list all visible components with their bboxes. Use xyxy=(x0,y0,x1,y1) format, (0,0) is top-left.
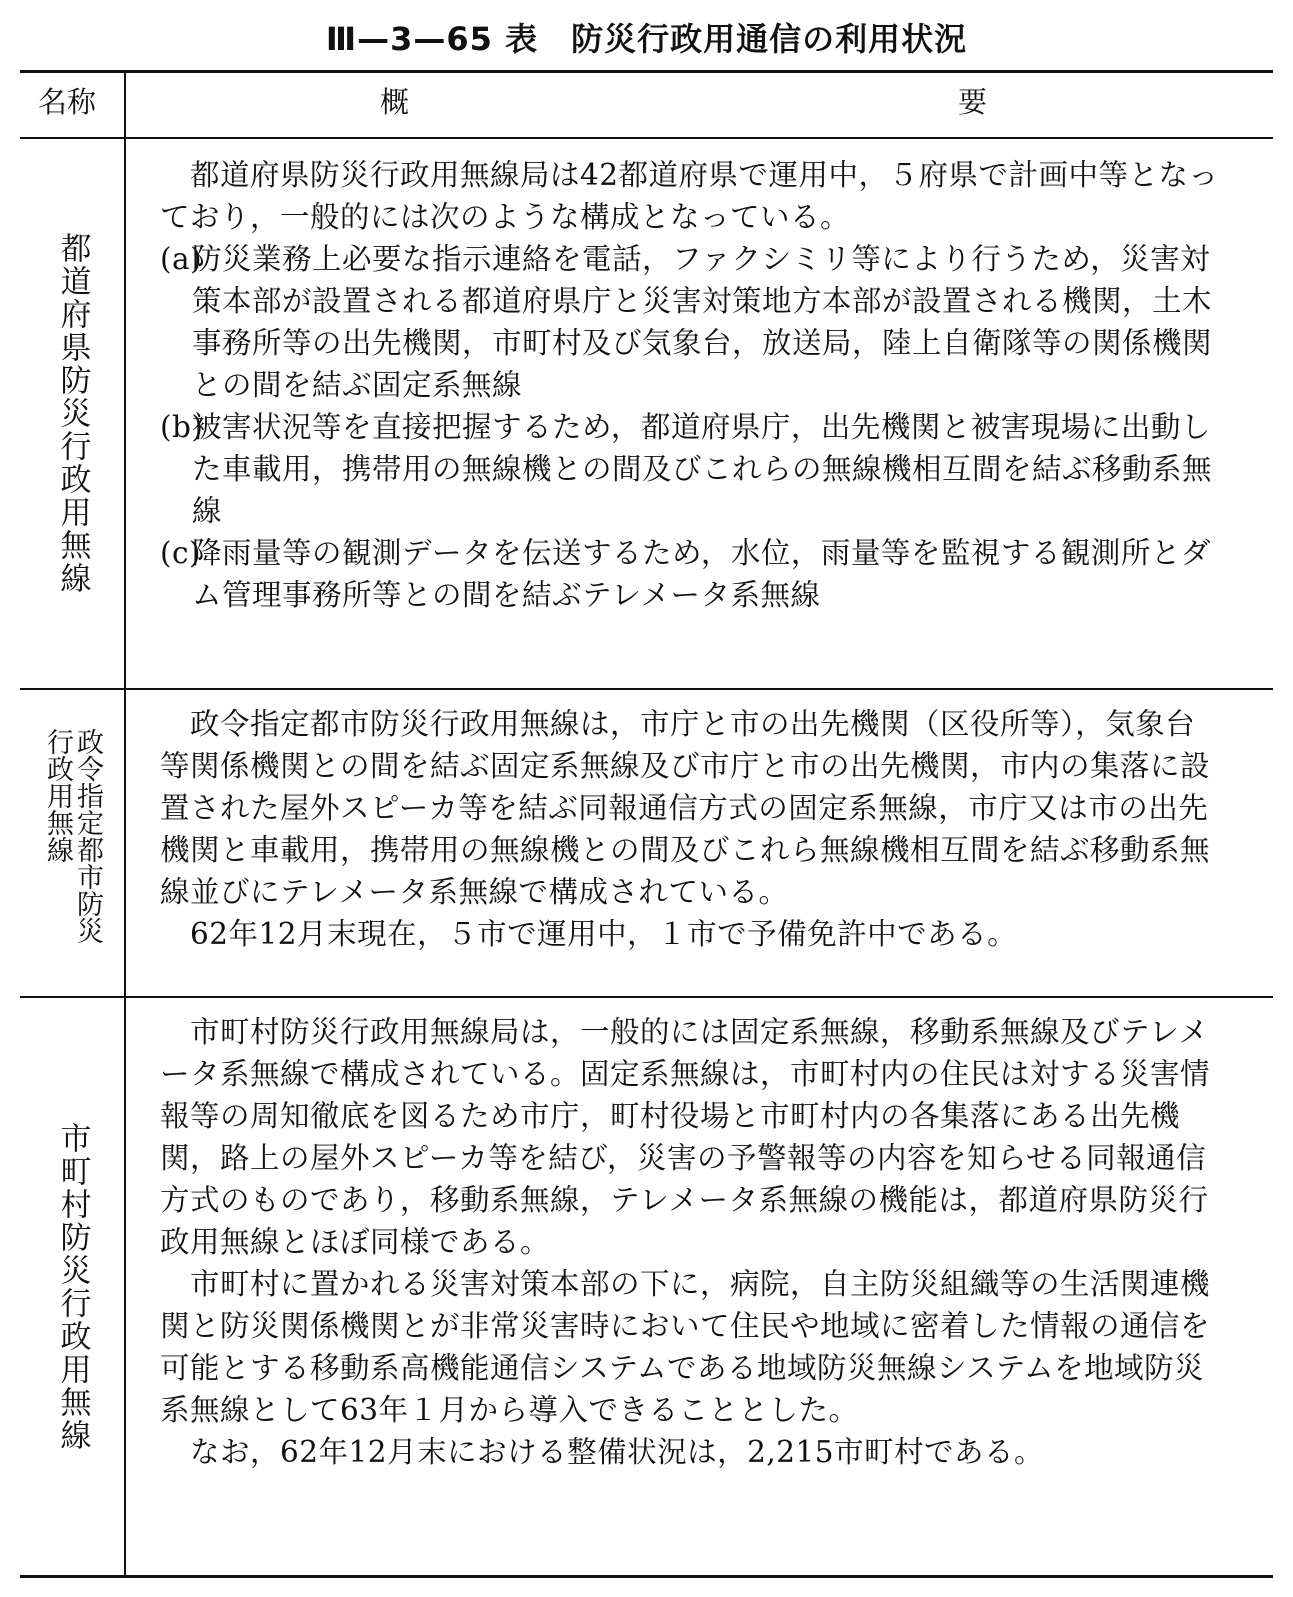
paragraph: 政令指定都市防災行政用無線は，市庁と市の出先機関（区役所等），気象台等関係機関との間を結ぶ固定系無線及び市庁と市の出先機関，市内の集落に設置された屋外スピーカ等を結ぶ同報通信方式の固定系無線，市庁又は市の出先機関と車載用，携帯用の無線機との間及びこれら無線機相互間を結ぶ移動系無線並びにテレメータ系無線で構成されている。 xyxy=(160,707,1211,909)
paragraph: なお，62年12月末における整備状況は，2,215市町村である。 xyxy=(190,1435,1045,1469)
row-name-designated-city: 政令指定都市防災行政用無線 xyxy=(42,728,103,944)
row-content-designated-city xyxy=(160,703,1220,955)
item-marker: (c) xyxy=(160,536,202,570)
row-name-cell xyxy=(20,139,124,688)
header-bottom-rule xyxy=(20,137,1273,139)
list-item xyxy=(160,238,1220,406)
header-summary-right: 要 xyxy=(958,85,988,119)
item-marker: (a) xyxy=(160,242,203,276)
row-name-prefectural: 都道府県防災行政用無線 xyxy=(54,232,91,595)
table-title: Ⅲ—3—65 表 防災行政用通信の利用状況 xyxy=(325,20,968,58)
paragraph: 62年12月末現在，５市で運用中，１市で予備免許中である。 xyxy=(190,917,1018,951)
list-item xyxy=(160,532,1220,616)
row-content-prefectural xyxy=(160,154,1220,616)
header-name: 名称 xyxy=(38,85,97,119)
item-marker: (b) xyxy=(160,410,204,444)
table-bottom-rule xyxy=(20,1575,1273,1578)
item-text: 降雨量等の観測データを伝送するため，水位，雨量等を監視する観測所とダム管理事務所等との間を結ぶテレメータ系無線 xyxy=(192,536,1211,612)
item-text: 被害状況等を直接把握するため，都道府県庁，出先機関と被害現場に出動した車載用，携帯用の無線機との間及びこれらの無線機相互間を結ぶ移動系無線 xyxy=(192,410,1213,528)
column-divider xyxy=(124,73,126,1575)
row2-bottom-rule xyxy=(20,996,1273,998)
list-item xyxy=(160,406,1220,532)
paragraph: 市町村防災行政用無線局は，一般的には固定系無線，移動系無線及びテレメータ系無線で構成されている。固定系無線は，市町村内の住民は対する災害情報等の周知徹底を図るため市庁，町村役場と市町村内の各集落にある出先機関，路上の屋外スピーカ等を結び，災害の予警報等の内容を知らせる同報通信方式のものであり，移動系無線，テレメータ系無線の機能は，都道府県防災行政用無線とほぼ同様である。 xyxy=(160,1015,1211,1259)
row-content-municipal xyxy=(160,1011,1220,1473)
row-name-cell xyxy=(20,690,124,996)
row-name-municipal: 市町村防災行政用無線 xyxy=(54,1121,91,1452)
table-top-rule xyxy=(20,70,1273,73)
paragraph: 市町村に置かれる災害対策本部の下に，病院，自主防災組織等の生活関連機関と防災関係機関とが非常災害時において住民や地域に密着した情報の通信を可能とする移動系高機能通信システムである地域防災無線システムを地域防災系無線として63年１月から導入できることとした。 xyxy=(160,1267,1211,1427)
row-name-cell xyxy=(20,998,124,1575)
header-summary-left: 概 xyxy=(380,85,410,119)
row1-bottom-rule xyxy=(20,688,1273,690)
item-text: 防災業務上必要な指示連絡を電話，ファクシミリ等により行うため，災害対策本部が設置される都道府県庁と災害対策地方本部が設置される機関，土木事務所等の出先機関，市町村及び気象台，放送局，陸上自衛隊等の関係機関との間を結ぶ固定系無線 xyxy=(192,242,1213,402)
paragraph: 都道府県防災行政用無線局は42都道府県で運用中，５府県で計画中等となっており，一般的には次のような構成となっている。 xyxy=(160,158,1219,234)
